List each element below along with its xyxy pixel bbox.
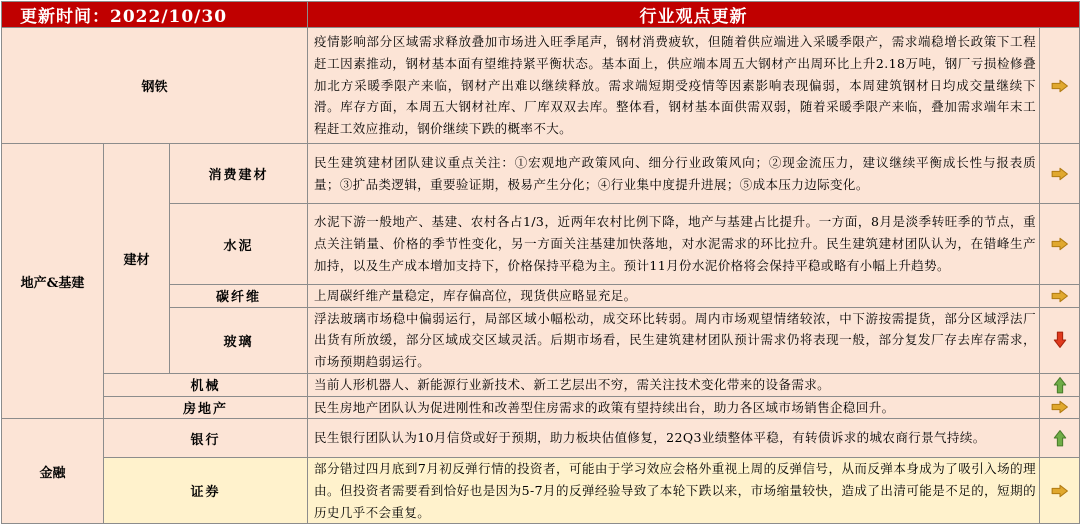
trend-cell-glass bbox=[1040, 307, 1080, 373]
item-cement: 水泥 bbox=[170, 204, 308, 285]
view-text-cement: 水泥下游一般地产、基建、农村各占1/3，近两年农村比例下降，地产与基建占比提升。一方面，8月是淡季转旺季的节点，重点关注销量、价格的季节性变化，另一方面关注基建加快落地，对水泥需求的环比拉升。民生建筑建材团队认为，在错峰生产加持，以及生产成本增加支持下，价格保持平稳为主。预计11月份水泥价格将会保持平稳或略有小幅上升趋势。 bbox=[308, 204, 1040, 285]
view-text-securities: 部分错过四月底到7月初反弹行情的投资者，可能由于学习效应会格外重视上周的反弹信号，从而反弹本身成为了吸引入场的理由。但投资者需要看到恰好也是因为5-7月的反弹经验导致了本轮下跌以来，市场缩量较快，造成了出清可能是不足的，短期的历史几乎不会重复。 bbox=[308, 458, 1040, 524]
trend-cell-cement bbox=[1040, 204, 1080, 285]
view-text-carbon-fiber: 上周碳纤维产量稳定，库存偏高位，现货供应略显充足。 bbox=[308, 285, 1040, 308]
industry-views-table bbox=[1, 1, 1080, 524]
item-glass: 玻璃 bbox=[170, 307, 308, 373]
right-arrow-icon bbox=[1051, 484, 1069, 498]
table-row bbox=[2, 144, 1080, 204]
right-arrow-icon bbox=[1051, 289, 1069, 303]
view-text-bank: 民生银行团队认为10月信贷或好于预期，助力板块估值修复，22Q3业绩整体平稳，有转债诉求的城农商行景气持续。 bbox=[308, 419, 1040, 458]
right-arrow-icon bbox=[1051, 400, 1069, 414]
right-arrow-icon bbox=[1051, 237, 1069, 251]
sector-property-infra: 地产&基建 bbox=[2, 144, 104, 419]
header-row bbox=[2, 2, 1080, 28]
item-machinery: 机械 bbox=[104, 373, 308, 396]
item-consumer-building: 消费建材 bbox=[170, 144, 308, 204]
right-arrow-icon bbox=[1051, 167, 1069, 181]
table-row bbox=[2, 458, 1080, 524]
view-text-real-estate: 民生房地产团队认为促进刚性和改善型住房需求的政策有望持续出台，助力各区域市场销售企稳回升。 bbox=[308, 396, 1040, 419]
subsector-building-materials: 建材 bbox=[104, 144, 170, 374]
item-carbon-fiber: 碳纤维 bbox=[170, 285, 308, 308]
trend-cell-securities bbox=[1040, 458, 1080, 524]
sector-steel: 钢铁 bbox=[2, 28, 308, 144]
trend-cell-steel bbox=[1040, 28, 1080, 144]
up-arrow-icon bbox=[1053, 376, 1067, 394]
item-securities: 证券 bbox=[104, 458, 308, 524]
item-real-estate: 房地产 bbox=[104, 396, 308, 419]
trend-cell-consumer-building bbox=[1040, 144, 1080, 204]
table-row bbox=[2, 396, 1080, 419]
trend-cell-machinery bbox=[1040, 373, 1080, 396]
table-title: 行业观点更新 bbox=[308, 2, 1080, 28]
table-row bbox=[2, 419, 1080, 458]
view-text-machinery: 当前人形机器人、新能源行业新技术、新工艺层出不穷，需关注技术变化带来的设备需求。 bbox=[308, 373, 1040, 396]
table-row bbox=[2, 373, 1080, 396]
table-row bbox=[2, 28, 1080, 144]
item-bank: 银行 bbox=[104, 419, 308, 458]
up-arrow-icon bbox=[1053, 429, 1067, 447]
view-text-consumer-building: 民生建筑建材团队建议重点关注：①宏观地产政策风向、细分行业政策风向；②现金流压力，建议继续平衡成长性与报表质量；③扩品类逻辑，重要验证期，极易产生分化；④行业集中度提升进展；⑤成本压力边际变化。 bbox=[308, 144, 1040, 204]
trend-cell-bank bbox=[1040, 419, 1080, 458]
view-text-steel: 疫情影响部分区域需求释放叠加市场进入旺季尾声，钢材消费疲软，但随着供应端进入采暖季限产，需求端稳增长政策下工程赶工因素推动，钢材基本面有望维持紧平衡状态。基本面上，供应端本周五大钢材产出周环比上升2.18万吨，钢厂亏损检修叠加北方采暖季限产来临，钢材产出难以继续释放。需求端短期受疫情等因素影响表现偏弱，本周建筑钢材日均成交量继续下滑。库存方面，本周五大钢材社库、厂库双双去库。整体看，钢材基本面供需双弱，随着采暖季限产来临，叠加需求端年末工程赶工效应推动，钢价继续下跌的概率不大。 bbox=[308, 28, 1040, 144]
trend-cell-real-estate bbox=[1040, 396, 1080, 419]
right-arrow-icon bbox=[1051, 79, 1069, 93]
update-date: 更新时间：2022/10/30 bbox=[2, 2, 308, 28]
down-arrow-icon bbox=[1053, 331, 1067, 349]
sector-finance: 金融 bbox=[2, 419, 104, 524]
view-text-glass: 浮法玻璃市场稳中偏弱运行，局部区域小幅松动，成交环比转弱。周内市场观望情绪较浓，中下游按需提货，部分区域浮法厂出货有所放缓，部分区域成交区域灵活。后期市场看，民生建筑建材团队预计需求仍将表现一般，部分复发厂存去库存需求，市场预期趋弱运行。 bbox=[308, 307, 1040, 373]
trend-cell-carbon-fiber bbox=[1040, 285, 1080, 308]
